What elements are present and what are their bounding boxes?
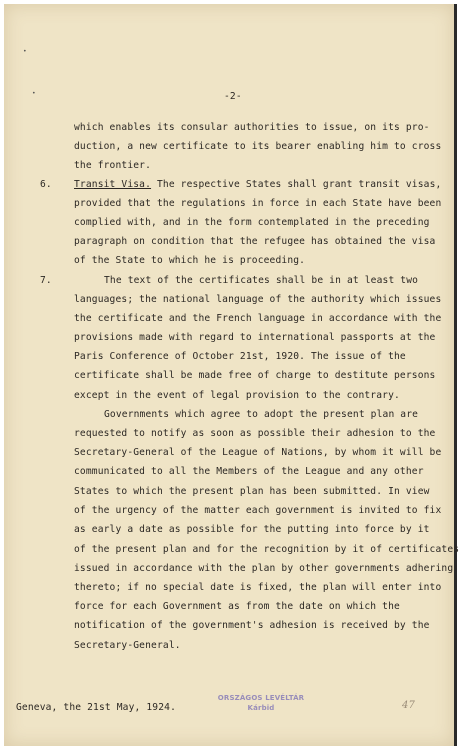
text-line: Secretary-General.	[74, 640, 181, 651]
text-line: duction, a new certificate to its bearer enabling him to cross	[74, 141, 442, 152]
archive-stamp	[213, 693, 309, 719]
text-line: of the State to which he is proceeding.	[74, 255, 306, 266]
text-line: which enables its consular authorities to issue, on its pro-	[74, 122, 430, 133]
text-line: Paris Conference of October 21st, 1920. The issue of the	[74, 351, 406, 362]
text-line: The text of the certificates shall be in at least two	[104, 275, 419, 286]
section-number: 6.	[40, 179, 52, 190]
text-line: provided that the regulations in force in each State have been	[74, 198, 442, 209]
text-line: of the present plan and for the recognition by it of certificates	[74, 544, 460, 555]
section-number: 7.	[40, 275, 52, 286]
text-line: provisions made with regard to international passports at the	[74, 332, 436, 343]
text-line: as early a date as possible for the putting into force by it	[74, 524, 430, 535]
text-line: Governments which agree to adopt the present plan are	[104, 409, 419, 420]
section-heading: Transit Visa.	[74, 179, 152, 190]
stamp-line: ORSZÁGOS LEVÉLTÁR	[217, 694, 305, 702]
text-line: paragraph on condition that the refugee has obtained the visa	[74, 236, 436, 247]
text-line: force for each Government as from the date on which the	[74, 601, 400, 612]
text-line: issued in accordance with the plan by other governments adhering	[74, 563, 454, 574]
text-line: certificate shall be made free of charge to destitute persons	[74, 370, 436, 381]
text-line: of the urgency of the matter each government is invited to fix	[74, 505, 442, 516]
text-line: complied with, and in the form contemplated in the preceding	[74, 217, 430, 228]
text-line: the certificate and the French language in accordance with the	[74, 313, 442, 324]
text-line: thereto; if no special date is fixed, the plan will enter into	[74, 582, 442, 593]
stamp-line: Kárbid	[247, 704, 275, 712]
page-number: -2-	[224, 91, 242, 102]
text-line: States to which the present plan has been submitted. In view	[74, 486, 430, 497]
text-fragment: The respective States shall grant transit visas,	[151, 179, 442, 190]
folio-number: 47	[402, 700, 416, 711]
text-line: except in the event of legal provision to the contrary.	[74, 390, 400, 401]
signature-line: Geneva, the 21st May, 1924.	[16, 702, 176, 713]
margin-mark: •	[23, 48, 27, 55]
section-heading-line	[74, 179, 441, 190]
margin-mark: •	[32, 90, 36, 97]
text-line: languages; the national language of the authority which issues	[74, 294, 442, 305]
text-line: communicated to all the Members of the League and any other	[74, 466, 424, 477]
text-line: requested to notify as soon as possible their adhesion to the	[74, 428, 436, 439]
text-line: notification of the government's adhesion is received by the	[74, 620, 430, 631]
document-page	[4, 4, 460, 746]
text-line: Secretary-General of the League of Nations, by whom it will be	[74, 447, 442, 458]
text-line: the frontier.	[74, 160, 152, 171]
